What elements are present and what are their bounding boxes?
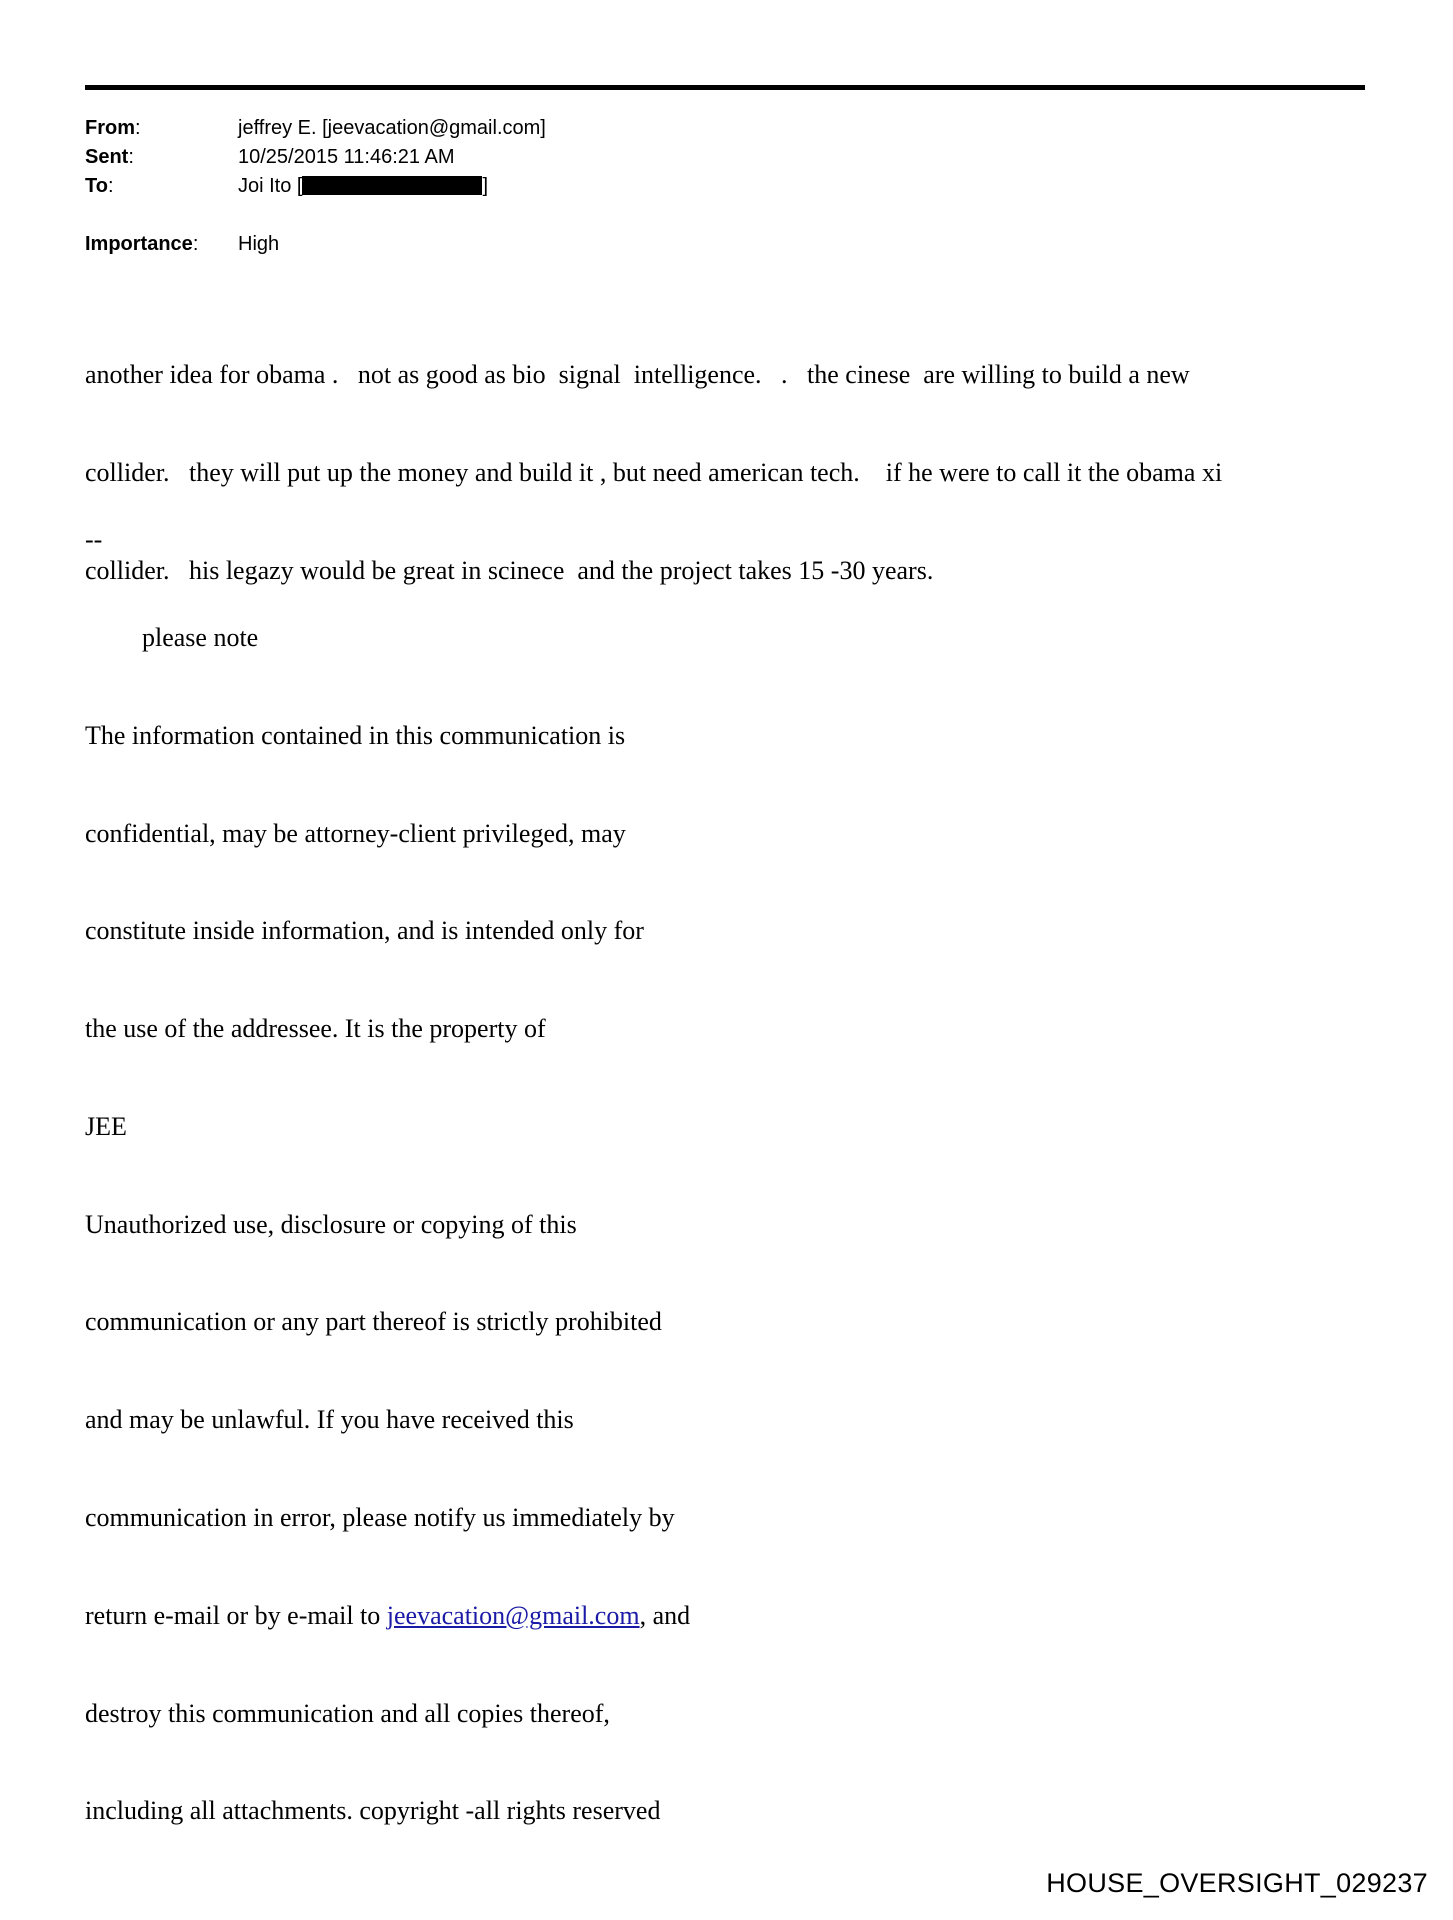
disclaimer-line: including all attachments. copyright -all rights reserved xyxy=(85,1796,661,1826)
disclaimer-line: destroy this communication and all copies thereof, xyxy=(85,1698,610,1728)
sent-label: Sent: xyxy=(85,146,134,168)
disclaimer-line: The information contained in this communication is xyxy=(85,720,626,750)
to-label: To: xyxy=(85,175,114,197)
from-label: From: xyxy=(85,117,141,139)
signature-separator: -- xyxy=(85,525,103,555)
disclaimer-line: communication in error, please notify us immediately by xyxy=(85,1503,675,1532)
to-recipient: Joi Ito [ xyxy=(238,175,303,197)
disclaimer-line: confidential, may be attorney-client privileged, may xyxy=(85,818,626,848)
header-divider-rule xyxy=(85,85,1365,90)
link-line-suffix: , and xyxy=(639,1600,691,1630)
email-link[interactable]: jeevacation@gmail.com xyxy=(386,1600,640,1630)
from-value: jeffrey E. [jeevacation@gmail.com] xyxy=(238,117,546,139)
disclaimer-line: constitute inside information, and is intended only for xyxy=(85,916,644,946)
link-line-prefix: return e-mail or by e-mail to xyxy=(85,1600,387,1630)
body-line: collider. his legazy would be great in scinece and the project takes 15 -30 years. xyxy=(85,555,934,585)
importance-label: Importance: xyxy=(85,233,199,255)
disclaimer-line: Unauthorized use, disclosure or copying of this xyxy=(85,1209,577,1239)
body-line: another idea for obama . not as good as bio signal intelligence. . the cinese are willing to build a new xyxy=(85,360,1190,390)
disclaimer-line: and may be unlawful. If you have received this xyxy=(85,1405,574,1435)
email-signature xyxy=(85,459,885,1861)
importance-value: High xyxy=(238,233,280,255)
please-note-line: please note xyxy=(142,622,259,652)
body-line: collider. they will put up the money and build it , but need american tech. if he were to call it the obama xi xyxy=(85,457,1223,487)
redaction-block xyxy=(302,176,482,195)
disclaimer-line: JEE xyxy=(85,1111,127,1141)
to-close-bracket: ] xyxy=(482,175,489,197)
disclaimer-line: communication or any part thereof is strictly prohibited xyxy=(85,1307,662,1337)
disclaimer-line: the use of the addressee. It is the property of xyxy=(85,1014,546,1044)
disclaimer-link-line xyxy=(85,1600,885,1633)
sent-value: 10/25/2015 11:46:21 AM xyxy=(238,146,455,168)
bates-number: HOUSE_OVERSIGHT_029237 xyxy=(1046,1868,1428,1898)
to-value xyxy=(238,174,488,198)
